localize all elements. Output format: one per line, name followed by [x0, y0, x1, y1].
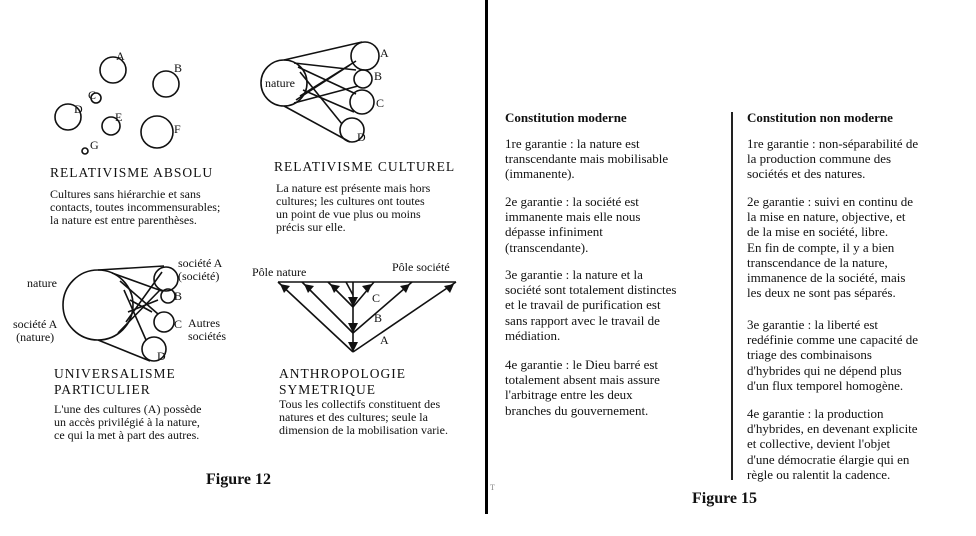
label-g: G: [90, 138, 99, 152]
stray-mark: T: [490, 483, 495, 492]
label-univ-c: C: [174, 317, 183, 331]
circle-cult-a: [351, 42, 379, 70]
label-d: D: [74, 102, 83, 116]
moderne-paragraph-4: 4e garantie : le Dieu barré est totalement absent mais assure l'arbitrage entre les deux branches du gouvernement.: [505, 357, 660, 418]
heading-constitution-moderne: Constitution moderne: [505, 110, 627, 125]
non-moderne-paragraph-4: 4e garantie : la production d'hybrides, en devenant explicite et collective, devient l'objet d'une démocratie élargie qui en règle ou ralentit la cadence.: [747, 406, 918, 482]
heading-anthropologie: ANTHROPOLOGIE SYMETRIQUE: [279, 366, 406, 397]
column-divider: [731, 112, 733, 480]
label-univ-d: D: [157, 349, 166, 363]
non-moderne-paragraph-3: 3e garantie : la liberté est redéfinie comme une capacité de triage des combinaisons d'hybrides qui ne dépend plus d'un flux temporel homogène.: [747, 317, 919, 393]
pole-nature-label: Pôle nature: [252, 265, 307, 279]
heading-constitution-non-moderne: Constitution non moderne: [747, 110, 893, 125]
non-moderne-paragraph-2: 2e garantie : suivi en continu de la mise en nature, objective, et de la mise en société, libre. En fin de compte, il y a bien transcendance de la nature, immanence de la société, mais les deux ne sont pas séparés.: [747, 194, 914, 301]
heading-relativisme-culturel: RELATIVISME CULTUREL: [274, 159, 456, 174]
label-cult-a: A: [380, 46, 389, 60]
page-divider: [485, 0, 488, 514]
autres-societes-label: Autres sociétés: [188, 316, 226, 343]
caption-relativisme-absolu: Cultures sans hiérarchie et sans contacts, toutes incommensurables; la nature est entre parenthèses.: [50, 187, 221, 227]
label-anth-b: B: [374, 311, 383, 325]
label-univ-b: B: [174, 289, 183, 303]
moderne-paragraph-2: 2e garantie : la société est immanente mais elle nous dépasse infiniment (transcendante).: [505, 194, 641, 255]
nature-label: nature: [265, 76, 295, 90]
univ-nature-label: nature: [27, 276, 57, 290]
pole-societe-label: Pôle société: [392, 260, 450, 274]
label-b: B: [174, 61, 183, 75]
label-cult-b: B: [374, 69, 383, 83]
label-anth-c: C: [372, 291, 381, 305]
label-anth-a: A: [380, 333, 389, 347]
moderne-paragraph-1: 1re garantie : la nature est transcendante mais mobilisable (immanente).: [505, 136, 669, 182]
label-cult-d: D: [357, 130, 366, 144]
circle-f: [141, 116, 173, 148]
caption-universalisme: L'une des cultures (A) possède un accès privilégié à la nature, ce qui la met à part des autres.: [54, 402, 202, 442]
label-a: A: [116, 49, 125, 63]
figure-15-title: Figure 15: [692, 490, 758, 507]
heading-relativisme-absolu: RELATIVISME ABSOLU: [50, 165, 214, 180]
figure-12-title: Figure 12: [206, 471, 272, 488]
circle-univ-c: [154, 312, 174, 332]
caption-anthropologie: Tous les collectifs constituent des natures et des cultures; seule la dimension de la mobilisation varie.: [279, 397, 448, 437]
societe-a-top-label: société A (société): [178, 256, 223, 283]
heading-universalisme: UNIVERSALISME PARTICULIER: [54, 366, 176, 397]
label-e: E: [115, 110, 123, 124]
societe-a-left-label: société A (nature): [13, 317, 58, 344]
label-cult-c: C: [376, 96, 385, 110]
caption-relativisme-culturel: La nature est présente mais hors cultures; les cultures ont toutes un point de vue plus ou moins précis sur elle.: [276, 181, 431, 234]
label-c: C: [88, 88, 97, 102]
circle-g: [82, 148, 88, 154]
label-f: F: [174, 122, 181, 136]
moderne-paragraph-3: 3e garantie : la nature et la société sont totalement distinctes et le travail de purification est sans rapport avec le travail de médiation.: [505, 267, 677, 343]
non-moderne-paragraph-1: 1re garantie : non-séparabilité de la production commune des sociétés et des natures.: [747, 136, 919, 182]
circle-cult-b: [354, 70, 372, 88]
